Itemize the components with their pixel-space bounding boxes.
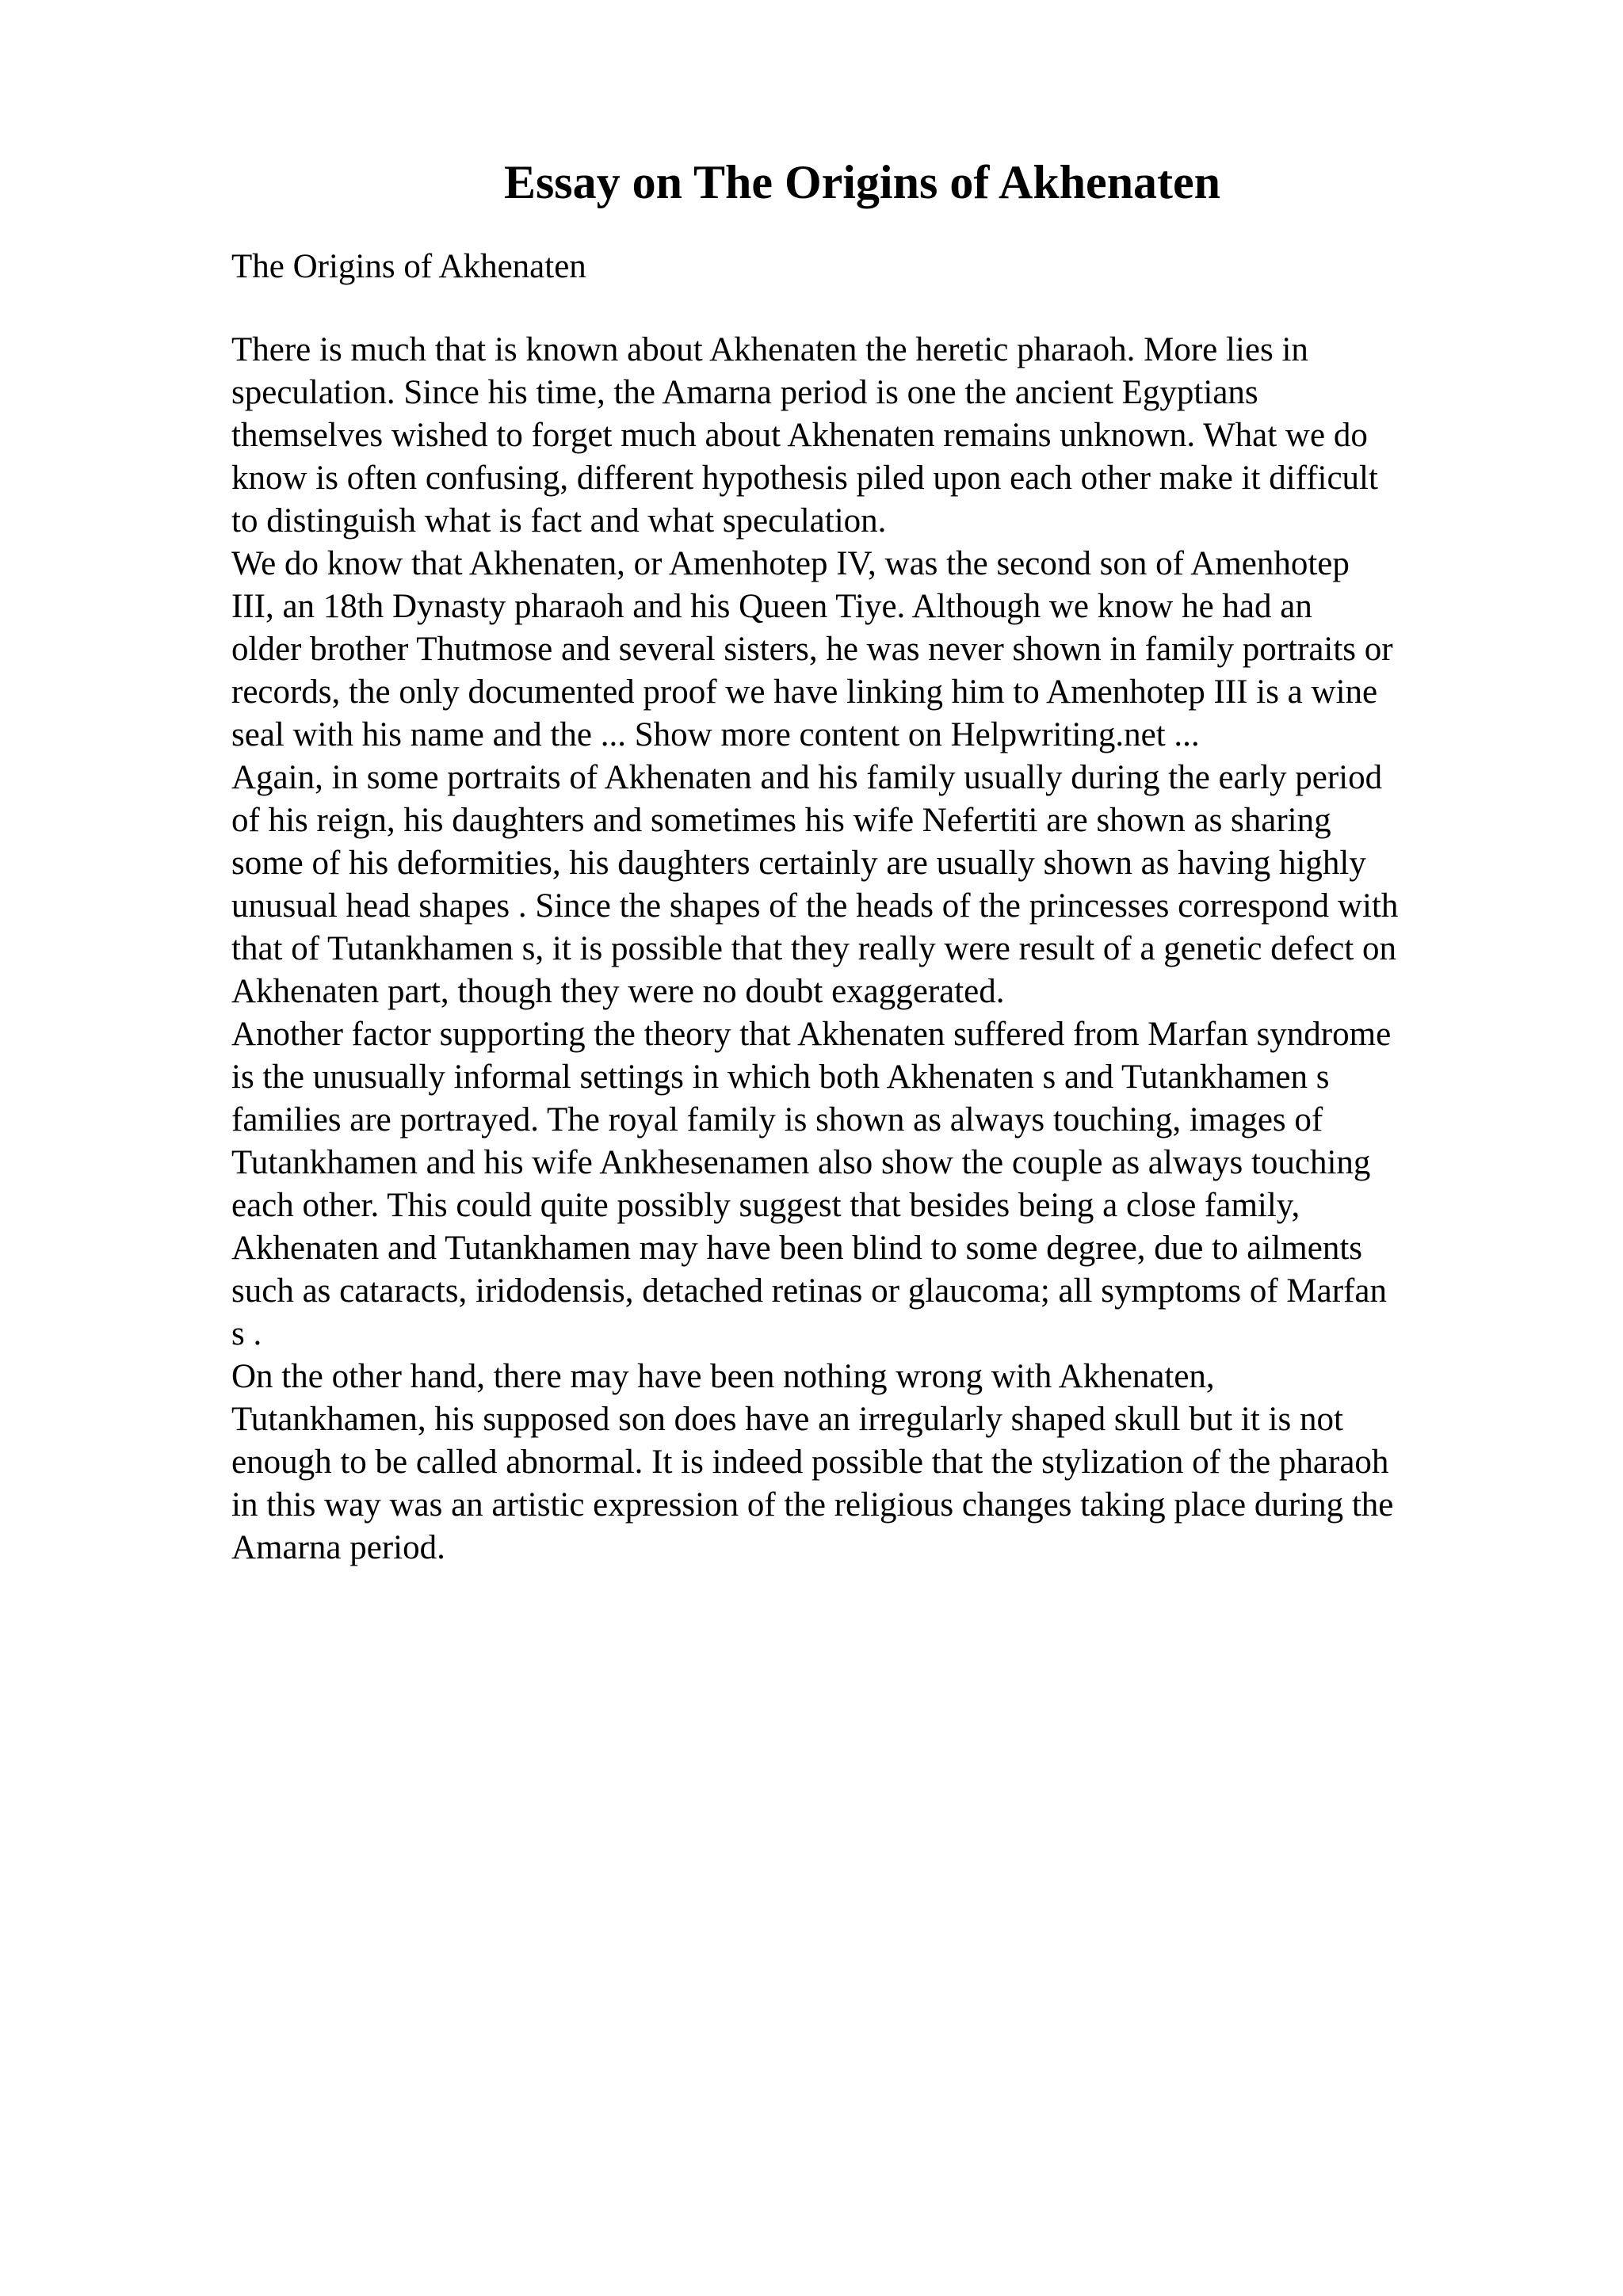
text-line: unusual head shapes . Since the shapes of the heads of the princesses correspond with — [231, 887, 1399, 925]
text-line: Akhenaten and Tutankhamen may have been blind to some degree, due to ailments — [231, 1230, 1362, 1267]
document-body — [231, 329, 1515, 1569]
text-line: records, the only documented proof we have linking him to Amenhotep III is a wine — [231, 673, 1378, 711]
text-line: some of his deformities, his daughters certainly are usually shown as having highly — [231, 845, 1366, 882]
text-line: Another factor supporting the theory that Akhenaten suffered from Marfan syndrome — [231, 1016, 1392, 1053]
text-line: Tutankhamen and his wife Ankhesenamen also show the couple as always touching — [231, 1144, 1371, 1181]
text-line: seal with his name and the ... Show more content on Helpwriting.net ... — [231, 716, 1200, 753]
text-line: III, an 18th Dynasty pharaoh and his Queen Tiye. Although we know he had an — [231, 588, 1312, 625]
text-line: is the unusually informal settings in which both Akhenaten s and Tutankhamen s — [231, 1058, 1330, 1096]
text-line: themselves wished to forget much about Akhenaten remains unknown. What we do — [231, 417, 1368, 454]
document-title: Essay on The Origins of Akhenaten — [503, 156, 1221, 208]
text-line: that of Tutankhamen s, it is possible that they really were result of a genetic defect on — [231, 930, 1396, 967]
text-line: to distinguish what is fact and what speculation. — [231, 502, 887, 540]
text-line: Again, in some portraits of Akhenaten and his family usually during the early period — [231, 759, 1383, 796]
text-line: speculation. Since his time, the Amarna period is one the ancient Egyptians — [231, 374, 1258, 411]
text-line: families are portrayed. The royal family is shown as always touching, images of — [231, 1101, 1323, 1138]
text-line: On the other hand, there may have been nothing wrong with Akhenaten, — [231, 1358, 1215, 1395]
text-line: of his reign, his daughters and sometimes his wife Nefertiti are shown as sharing — [231, 802, 1331, 839]
text-line: older brother Thutmose and several sisters, he was never shown in family portraits or — [231, 631, 1393, 668]
text-line: such as cataracts, iridodensis, detached retinas or glaucoma; all symptoms of Marfan — [231, 1272, 1387, 1310]
text-line: There is much that is known about Akhenaten the heretic pharaoh. More lies in — [231, 331, 1308, 368]
text-line: know is often confusing, different hypothesis piled upon each other make it difficult — [231, 460, 1378, 497]
text-line: each other. This could quite possibly suggest that besides being a close family, — [231, 1187, 1300, 1224]
text-line: in this way was an artistic expression of the religious changes taking place during the — [231, 1486, 1394, 1524]
text-line: We do know that Akhenaten, or Amenhotep IV, was the second son of Amenhotep — [231, 545, 1350, 582]
text-line: Tutankhamen, his supposed son does have an irregularly shaped skull but it is not — [231, 1401, 1343, 1438]
text-line: enough to be called abnormal. It is indeed possible that the stylization of the pharaoh — [231, 1444, 1389, 1481]
document-subtitle: The Origins of Akhenaten — [231, 248, 586, 285]
text-line: Amarna period. — [231, 1529, 445, 1566]
text-line: Akhenaten part, though they were no doubt exaggerated. — [231, 973, 1005, 1010]
text-line: s . — [231, 1315, 262, 1352]
